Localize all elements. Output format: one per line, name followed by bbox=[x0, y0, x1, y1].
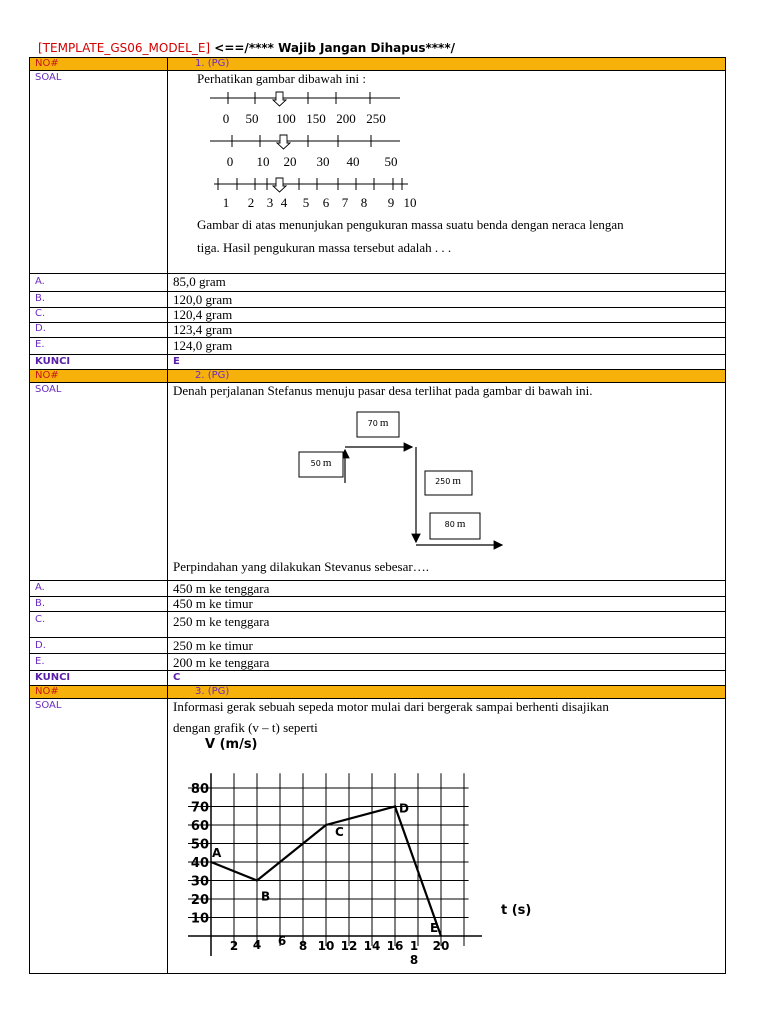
option-e-label: E. bbox=[35, 339, 45, 350]
chart-y-tick-label: 30 bbox=[190, 874, 209, 890]
chart-x-tick-label: 8 bbox=[298, 939, 308, 953]
chart-x-tick-label: 16 bbox=[386, 939, 404, 953]
option-d-label: D. bbox=[35, 640, 46, 651]
question-3-line-1: Informasi gerak sebuah sepeda motor mulai dari bergerak sampai berhenti disajikan bbox=[173, 699, 609, 714]
distance-box-top: 70 m bbox=[367, 417, 389, 429]
chart-x-tick-label: 10 bbox=[317, 939, 335, 953]
chart-point-label: B bbox=[261, 889, 271, 904]
question-1-text-line-1: Gambar di atas menunjukan pengukuran massa suatu benda dengan neraca lengan bbox=[197, 217, 624, 232]
soal-label-2: SOAL bbox=[35, 384, 62, 395]
distance-box-left: 50 m bbox=[310, 457, 332, 469]
question-2-header-band bbox=[29, 369, 726, 382]
scale2-label: 50 bbox=[384, 154, 398, 169]
scale3-label: 9 bbox=[387, 195, 395, 210]
q1-option-e: 124,0 gram bbox=[173, 338, 233, 353]
scale1-label: 150 bbox=[306, 111, 326, 126]
scale3-label: 2 bbox=[247, 195, 255, 210]
chart-grid bbox=[188, 773, 469, 946]
q2-option-a: 450 m ke tenggara bbox=[173, 581, 270, 596]
soal-label-3: SOAL bbox=[35, 700, 62, 711]
rider-arrow-icon bbox=[273, 92, 286, 106]
question-1-text-line-2: tiga. Hasil pengukuran massa tersebut adalah . . . bbox=[197, 240, 452, 255]
velocity-time-chart bbox=[170, 732, 570, 968]
question-3-header-band bbox=[29, 685, 726, 698]
scale1-label: 0 bbox=[222, 111, 230, 126]
question-2-question: Perpindahan yang dilakukan Stevanus sebesar…. bbox=[173, 559, 429, 574]
triple-beam-balance-scales bbox=[190, 85, 430, 213]
scale2-label: 30 bbox=[316, 154, 330, 169]
distance-box-right: 250 m bbox=[435, 475, 461, 487]
chart-x-tick-label: 4 bbox=[252, 938, 262, 952]
chart-y-tick-label: 50 bbox=[190, 837, 209, 853]
scale2-label: 10 bbox=[256, 154, 270, 169]
question-3-line-2: dengan grafik (v – t) seperti bbox=[173, 720, 318, 735]
question-1-intro: Perhatikan gambar dibawah ini : bbox=[197, 71, 366, 86]
q1-answer-key: E bbox=[173, 356, 180, 367]
chart-y-tick-label: 20 bbox=[190, 893, 209, 908]
q2-option-c: 250 m ke tenggara bbox=[173, 614, 270, 629]
chart-x-tick-label: 8 bbox=[409, 953, 419, 967]
scale1-label: 250 bbox=[366, 111, 386, 126]
chart-point-label: D bbox=[399, 801, 409, 816]
scale2-label: 20 bbox=[283, 154, 297, 169]
chart-y-tick-label: 40 bbox=[190, 856, 209, 871]
scale3-label: 1 bbox=[222, 195, 230, 210]
scale3-label: 3 bbox=[266, 195, 274, 210]
scale3-label: 7 bbox=[341, 195, 349, 210]
scale3-label: 8 bbox=[360, 195, 368, 210]
option-c-label: C. bbox=[35, 308, 46, 319]
chart-y-tick-label: 80 bbox=[190, 782, 209, 797]
chart-x-tick-label: 12 bbox=[340, 939, 358, 953]
scale1-label: 50 bbox=[245, 111, 259, 126]
scale1-label: 200 bbox=[336, 111, 356, 126]
chart-y-tick-label: 10 bbox=[190, 911, 209, 927]
kunci-label-1: KUNCI bbox=[35, 356, 71, 367]
question-1-number: 1. (PG) bbox=[195, 58, 230, 69]
scale2-label: 40 bbox=[346, 154, 360, 169]
template-header bbox=[38, 41, 455, 55]
scale2-label: 0 bbox=[226, 154, 234, 169]
rider-arrow-icon bbox=[277, 135, 290, 149]
question-3-number: 3. (PG) bbox=[195, 686, 230, 697]
q2-option-b: 450 m ke timur bbox=[173, 596, 253, 611]
no-label-3: NO# bbox=[35, 686, 59, 697]
route-map-diagram bbox=[290, 405, 520, 555]
distance-box-bottom: 80 m bbox=[444, 518, 466, 530]
template-tag: [TEMPLATE_GS06_MODEL_E] bbox=[38, 41, 211, 55]
q2-answer-key: C bbox=[173, 672, 181, 683]
question-2-intro: Denah perjalanan Stefanus menuju pasar desa terlihat pada gambar di bawah ini. bbox=[173, 383, 593, 398]
q2-option-d: 250 m ke timur bbox=[173, 638, 253, 653]
option-e-label: E. bbox=[35, 656, 45, 667]
rider-arrow-icon bbox=[273, 178, 286, 192]
scale1-label: 100 bbox=[276, 111, 296, 126]
chart-x-tick-label: 14 bbox=[363, 939, 381, 953]
no-label-2: NO# bbox=[35, 370, 59, 381]
chart-y-tick-label: 60 bbox=[190, 819, 209, 834]
soal-label-1: SOAL bbox=[35, 72, 62, 83]
q1-option-a: 85,0 gram bbox=[173, 274, 226, 289]
option-c-label: C. bbox=[35, 614, 46, 625]
option-a-label: A. bbox=[35, 582, 45, 593]
chart-x-axis-label: t (s) bbox=[501, 903, 532, 918]
template-note: <==/**** Wajib Jangan Dihapus****/ bbox=[210, 41, 455, 55]
q2-option-e: 200 m ke tenggara bbox=[173, 655, 270, 670]
chart-point-label: A bbox=[212, 846, 222, 860]
chart-point-label: C bbox=[335, 825, 344, 839]
chart-point-label: E bbox=[430, 921, 439, 935]
q1-option-d: 123,4 gram bbox=[173, 322, 233, 337]
q1-option-b: 120,0 gram bbox=[173, 292, 233, 307]
no-label-1: NO# bbox=[35, 58, 59, 69]
chart-x-tick-label: 20 bbox=[432, 939, 450, 953]
option-b-label: B. bbox=[35, 293, 46, 304]
chart-x-tick-label: 6 bbox=[277, 934, 287, 948]
question-2-number: 2. (PG) bbox=[195, 370, 230, 381]
option-d-label: D. bbox=[35, 323, 46, 334]
kunci-label-2: KUNCI bbox=[35, 672, 71, 683]
chart-y-axis-label: V (m/s) bbox=[205, 737, 258, 752]
chart-x-tick-label: 1 bbox=[409, 939, 419, 953]
scale3-label: 6 bbox=[322, 195, 330, 210]
scale3-label: 5 bbox=[302, 195, 310, 210]
scale3-label: 4 bbox=[280, 195, 288, 210]
q1-option-c: 120,4 gram bbox=[173, 307, 233, 322]
option-a-label: A. bbox=[35, 276, 45, 287]
chart-x-tick-label: 2 bbox=[229, 939, 239, 953]
scale3-label: 10 bbox=[403, 195, 417, 210]
chart-y-tick-label: 70 bbox=[190, 800, 209, 816]
question-1-header-band bbox=[29, 57, 726, 70]
option-b-label: B. bbox=[35, 598, 46, 609]
